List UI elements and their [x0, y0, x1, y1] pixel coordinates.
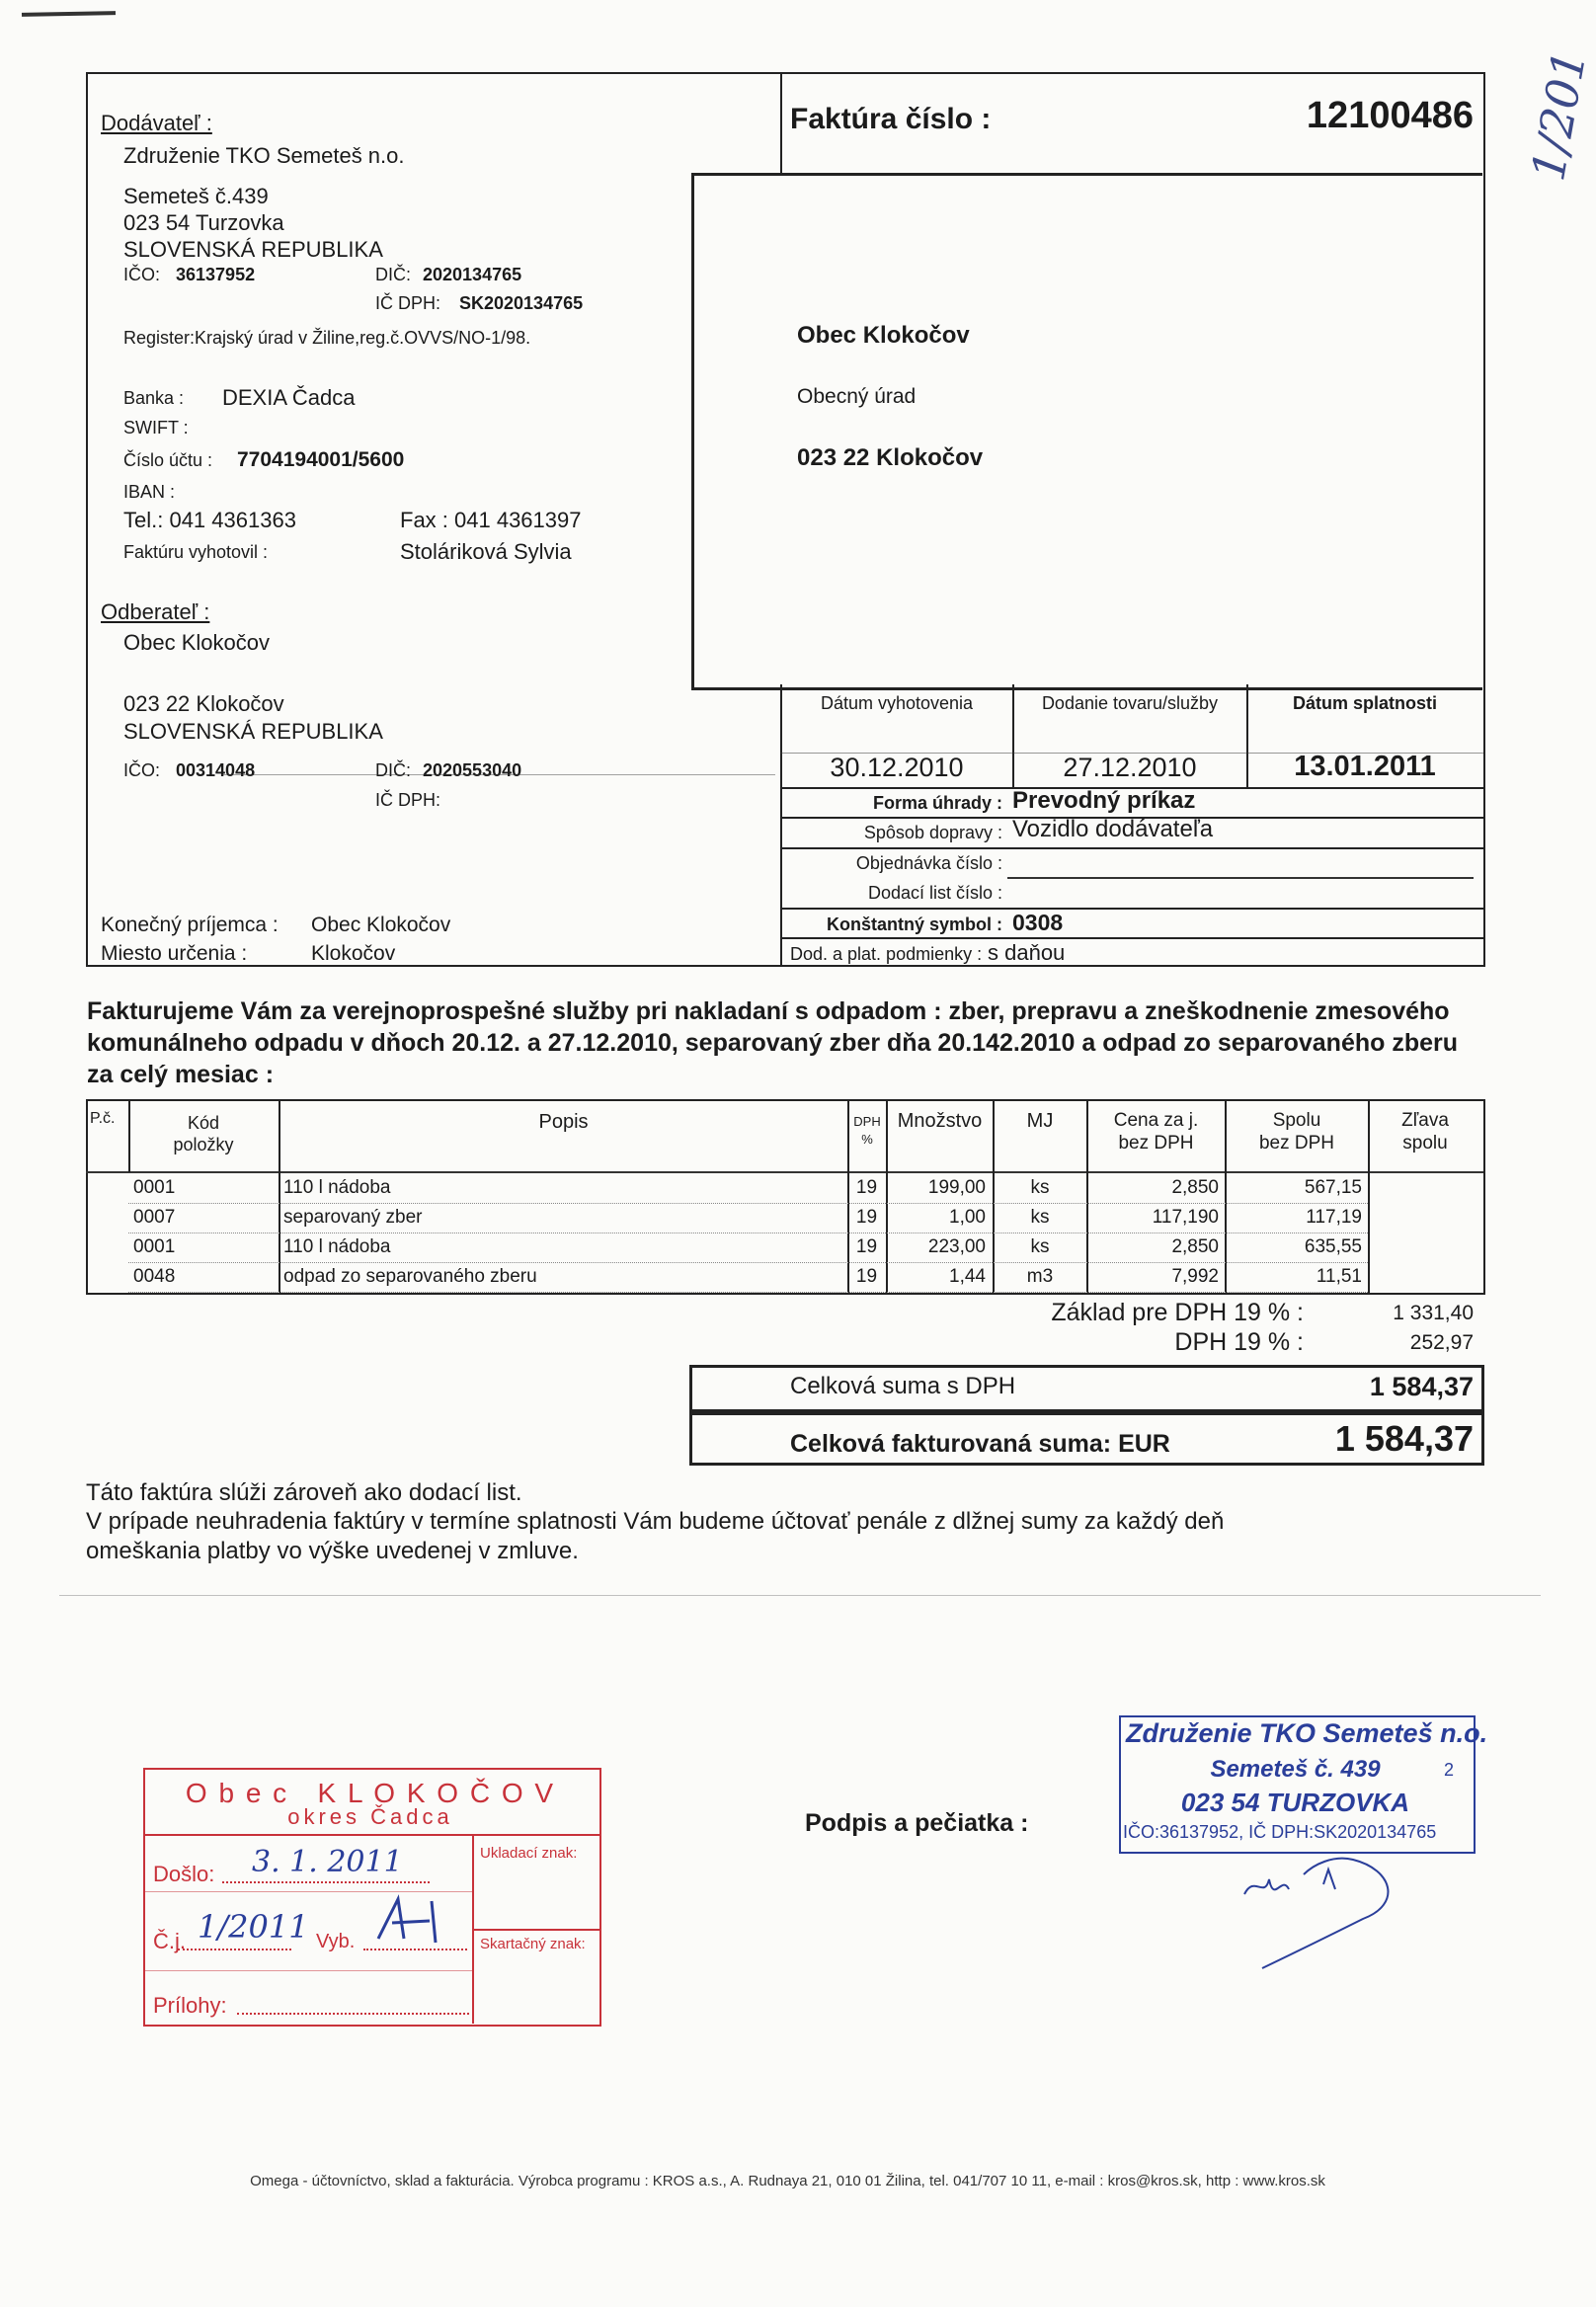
table-cell-code: 0007 [133, 1207, 176, 1228]
signature-label: Podpis a pečiatka : [805, 1809, 1029, 1837]
constant-symbol: 0308 [1012, 910, 1064, 935]
payment-form-label: Forma úhrady : [872, 793, 1002, 813]
table-cell-dph: 19 [855, 1207, 878, 1228]
table-cell-price: 2,850 [1171, 1177, 1219, 1198]
handwritten-corner-mark: 1/201 [1521, 46, 1596, 185]
table-cell-price: 2,850 [1171, 1236, 1219, 1257]
total-with-vat: 1 584,37 [1369, 1372, 1474, 1401]
supplier-tel: Tel.: 041 4361363 [123, 508, 296, 532]
payment-form: Prevodný príkaz [1012, 787, 1196, 814]
table-cell-dph: 19 [855, 1266, 878, 1287]
col-price-2: bez DPH [1118, 1133, 1194, 1154]
supplier-dic-label: DIČ: [375, 265, 411, 284]
recipient-name: Obec Klokočov [797, 322, 970, 349]
supplier-street: Semeteš č.439 [123, 184, 269, 208]
col-discount-1: Zľava [1401, 1110, 1449, 1131]
table-cell-desc: odpad zo separovaného zberu [283, 1266, 537, 1287]
customer-country: SLOVENSKÁ REPUBLIKA [123, 719, 383, 744]
supplier-ico: 36137952 [176, 265, 256, 284]
table-cell-qty: 1,44 [949, 1266, 986, 1287]
recipient-box [691, 173, 1482, 690]
supplier-ico-label: IČO: [123, 265, 161, 284]
supplier-bank-label: Banka : [123, 388, 185, 408]
supplier-swift-label: SWIFT : [123, 418, 189, 438]
supplier-fax: Fax : 041 4361397 [400, 508, 582, 532]
received-date-label: Došlo: [153, 1862, 215, 1886]
total-with-vat-label: Celková suma s DPH [790, 1373, 1016, 1399]
note-penalty-2: omeškania platby vo výške uvedenej v zmluve. [86, 1538, 579, 1564]
table-cell-desc: 110 l nádoba [283, 1236, 391, 1257]
note-delivery: Táto faktúra slúži zároveň ako dodací list. [86, 1479, 522, 1506]
col-price-1: Cena za j. [1113, 1110, 1199, 1131]
table-cell-qty: 1,00 [949, 1207, 986, 1228]
due-date-label: Dátum splatnosti [1292, 693, 1437, 713]
table-cell-desc: 110 l nádoba [283, 1177, 391, 1198]
customer-dic-label: DIČ: [375, 760, 411, 780]
delivery-date: 27.12.2010 [1063, 753, 1197, 782]
vat-base: 1 331,40 [1393, 1302, 1474, 1324]
final-recipient-label: Konečný príjemca : [101, 914, 279, 936]
company-stamp-name: Združenie TKO Semeteš n.o. [1126, 1718, 1488, 1748]
destination-value: Klokočov [311, 942, 396, 965]
col-dph-1: DPH [853, 1114, 881, 1129]
customer-name: Obec Klokočov [123, 630, 270, 655]
table-cell-code: 0001 [133, 1177, 176, 1198]
final-recipient-value: Obec Klokočov [311, 914, 451, 936]
supplier-icdph: SK2020134765 [459, 293, 584, 313]
company-stamp-street: Semeteš č. 439 [1210, 1756, 1381, 1783]
col-qty: Množstvo [897, 1110, 983, 1132]
invoice-number: 12100486 [1306, 95, 1474, 136]
shredding-code-label: Skartačný znak: [480, 1936, 586, 1952]
table-cell-dph: 19 [855, 1236, 878, 1257]
transport-value: Vozidlo dodávateľa [1012, 816, 1214, 842]
col-discount-2: spolu [1402, 1133, 1448, 1154]
processed-by-label: Vyb. [316, 1931, 356, 1952]
terms-label: Dod. a plat. podmienky : [790, 944, 983, 964]
recipient-city: 023 22 Klokočov [797, 444, 984, 471]
reference-label: Č.j. [153, 1929, 186, 1953]
col-dph-2: % [861, 1132, 873, 1147]
table-cell-mj: ks [1030, 1236, 1050, 1257]
col-mj: MJ [1026, 1110, 1054, 1132]
issue-date-label: Dátum vyhotovenia [820, 693, 974, 713]
table-cell-desc: separovaný zber [283, 1207, 423, 1228]
vat-label: DPH 19 % : [1174, 1328, 1304, 1356]
company-stamp-city: 023 54 TURZOVKA [1180, 1788, 1410, 1817]
col-code-1: Kód [187, 1113, 220, 1133]
company-stamp-mark: 2 [1444, 1760, 1455, 1780]
due-date: 13.01.2011 [1294, 751, 1436, 782]
table-cell-price: 7,992 [1171, 1266, 1219, 1287]
received-date-handwritten: 3. 1. 2011 [252, 1845, 403, 1879]
processed-by-signature [370, 1891, 459, 1950]
customer-heading: Odberateľ : [101, 599, 210, 624]
table-cell-code: 0048 [133, 1266, 176, 1287]
col-total-1: Spolu [1272, 1110, 1321, 1131]
terms-value: s daňou [988, 940, 1066, 965]
table-cell-qty: 199,00 [927, 1177, 986, 1198]
supplier-account-label: Číslo účtu : [123, 450, 213, 470]
customer-dic: 2020553040 [423, 760, 522, 780]
total-invoiced-label: Celková fakturovaná suma: EUR [790, 1430, 1170, 1458]
col-desc: Popis [538, 1111, 589, 1133]
vat-amount: 252,97 [1409, 1331, 1474, 1354]
table-cell-dph: 19 [855, 1177, 878, 1198]
footer-software-credit: Omega - účtovníctvo, sklad a fakturácia. Výrobca programu : KROS a.s., A. Rudnaya 21, 010 01 Žilina, tel. 041/707 10 11, e-mail : kros@kros.sk, http : www.kros.sk [250, 2173, 1325, 2189]
customer-icdph-label: IČ DPH: [375, 790, 441, 810]
customer-ico: 00314048 [176, 760, 256, 780]
scan-mark [22, 11, 116, 17]
storage-code-label: Ukladací znak: [480, 1845, 578, 1862]
received-stamp-subtitle: okres Čadca [287, 1804, 453, 1829]
issue-date: 30.12.2010 [830, 753, 964, 782]
recipient-office: Obecný úrad [797, 385, 917, 408]
supplier-iban-label: IBAN : [123, 482, 176, 502]
supplier-city: 023 54 Turzovka [123, 210, 284, 235]
note-penalty-1: V prípade neuhradenia faktúry v termíne splatnosti Vám budeme účtovať penále z dlžnej sumy za každý deň [86, 1508, 1225, 1535]
company-stamp-ids: IČO:36137952, IČ DPH:SK2020134765 [1123, 1822, 1437, 1842]
table-cell-total: 117,19 [1306, 1207, 1362, 1228]
col-pc: P.č. [90, 1110, 116, 1127]
table-cell-total: 567,15 [1304, 1177, 1362, 1198]
constant-symbol-label: Konštantný symbol : [826, 915, 1002, 934]
table-cell-price: 117,190 [1152, 1207, 1219, 1228]
supplier-heading: Dodávateľ : [101, 111, 212, 135]
customer-city: 023 22 Klokočov [123, 691, 284, 716]
table-cell-total: 11,51 [1316, 1266, 1362, 1287]
supplier-bank: DEXIA Čadca [222, 385, 356, 410]
total-invoiced: 1 584,37 [1334, 1418, 1474, 1459]
col-code-2: položky [173, 1135, 234, 1154]
invoice-number-label: Faktúra číslo : [790, 103, 992, 135]
supplier-issued-label: Faktúru vyhotovil : [123, 542, 269, 562]
attachments-label: Prílohy: [153, 1993, 227, 2018]
customer-ico-label: IČO: [123, 760, 161, 780]
invoice-description: Fakturujeme Vám za verejnoprospešné služby pri nakladaní s odpadom : zber, prepravu a zneškodnenie zmesového komunálneho odpadu v dňoch 20.12. a 27.12.2010, separovaný zber dňa 20.142.2010 a odpad zo separovaného zberu za celý mesiac : [87, 997, 1459, 1088]
supplier-account: 7704194001/5600 [237, 448, 405, 471]
order-number-label: Objednávka číslo : [855, 853, 1002, 873]
supplier-icdph-label: IČ DPH: [375, 293, 441, 313]
received-stamp-title: O b e c K L O K O Č O V [185, 1778, 556, 1808]
table-cell-mj: ks [1030, 1207, 1050, 1228]
transport-label: Spôsob dopravy : [863, 823, 1002, 842]
table-cell-qty: 223,00 [927, 1236, 986, 1257]
table-cell-mj: ks [1030, 1177, 1050, 1198]
supplier-register: Register:Krajský úrad v Žiline,reg.č.OVVS/NO-1/98. [123, 328, 531, 348]
supplier-country: SLOVENSKÁ REPUBLIKA [123, 237, 383, 262]
delivery-note-label: Dodací list číslo : [867, 883, 1002, 903]
supplier-issued-by: Stoláriková Sylvia [400, 539, 572, 564]
vat-base-label: Základ pre DPH 19 % : [1051, 1299, 1304, 1326]
table-cell-code: 0001 [133, 1236, 176, 1257]
destination-label: Miesto určenia : [101, 942, 248, 965]
signature-scribble [1235, 1845, 1412, 1973]
supplier-dic: 2020134765 [423, 265, 522, 284]
table-cell-mj: m3 [1026, 1266, 1054, 1287]
delivery-date-label: Dodanie tovaru/služby [1041, 693, 1219, 713]
col-total-2: bez DPH [1258, 1133, 1335, 1154]
table-cell-total: 635,55 [1304, 1236, 1362, 1257]
supplier-name: Združenie TKO Semeteš n.o. [123, 143, 405, 168]
reference-handwritten: 1/2011 [198, 1908, 309, 1946]
